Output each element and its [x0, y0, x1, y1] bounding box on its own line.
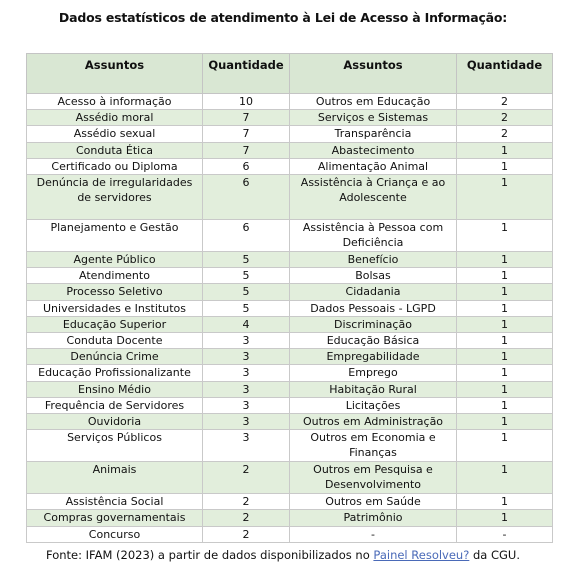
quantity-cell-right: 1 [457, 397, 553, 413]
quantity-cell-left: 5 [203, 252, 290, 268]
quantity-cell-right: 1 [457, 333, 553, 349]
header-assuntos-1: Assuntos [27, 54, 203, 94]
subject-cell-left: Conduta Ética [27, 142, 203, 158]
quantity-cell-right: 1 [457, 510, 553, 526]
subject-cell-left: Frequência de Servidores [27, 397, 203, 413]
subject-cell-left: Planejamento e Gestão [27, 220, 203, 252]
quantity-cell-left: 3 [203, 333, 290, 349]
subject-cell-right: Outros em Pesquisa e Desenvolvimento [290, 462, 457, 494]
quantity-cell-left: 3 [203, 430, 290, 462]
subject-cell-right: Serviços e Sistemas [290, 110, 457, 126]
subject-cell-right: Outros em Economia e Finanças [290, 430, 457, 462]
subject-cell-right: Dados Pessoais - LGPD [290, 300, 457, 316]
subject-cell-right: Abastecimento [290, 142, 457, 158]
subject-cell-left: Ouvidoria [27, 414, 203, 430]
table-row [27, 300, 553, 316]
subject-cell-left: Serviços Públicos [27, 430, 203, 462]
subject-cell-left: Atendimento [27, 268, 203, 284]
quantity-cell-right: 1 [457, 220, 553, 252]
quantity-cell-left: 2 [203, 510, 290, 526]
table-row [27, 365, 553, 381]
subject-cell-right: Outros em Saúde [290, 494, 457, 510]
quantity-cell-left: 7 [203, 142, 290, 158]
subject-cell-right: Habitação Rural [290, 381, 457, 397]
table-row [27, 381, 553, 397]
quantity-cell-right: 1 [457, 430, 553, 462]
quantity-cell-right: 1 [457, 268, 553, 284]
quantity-cell-right: 1 [457, 175, 553, 220]
quantity-cell-right: 1 [457, 349, 553, 365]
table-row [27, 175, 553, 220]
quantity-cell-left: 2 [203, 494, 290, 510]
subject-cell-left: Acesso à informação [27, 94, 203, 110]
subject-cell-left: Universidades e Institutos [27, 300, 203, 316]
subject-cell-right: Educação Básica [290, 333, 457, 349]
subject-cell-left: Denúncia Crime [27, 349, 203, 365]
quantity-cell-right: 2 [457, 110, 553, 126]
quantity-cell-left: 2 [203, 526, 290, 542]
header-assuntos-2: Assuntos [290, 54, 457, 94]
subject-cell-right: Transparência [290, 126, 457, 142]
subject-cell-right: Outros em Educação [290, 94, 457, 110]
table-row [27, 252, 553, 268]
subject-cell-right: Bolsas [290, 268, 457, 284]
table-row [27, 430, 553, 462]
quantity-cell-right: 1 [457, 494, 553, 510]
table-header-row [27, 54, 553, 94]
subject-cell-right: Cidadania [290, 284, 457, 300]
subject-cell-left: Educação Profissionalizante [27, 365, 203, 381]
quantity-cell-left: 3 [203, 397, 290, 413]
quantity-cell-right: 2 [457, 126, 553, 142]
quantity-cell-left: 4 [203, 316, 290, 332]
quantity-cell-right: 1 [457, 252, 553, 268]
subject-cell-right: - [290, 526, 457, 542]
subject-cell-left: Certificado ou Diploma [27, 158, 203, 174]
subject-cell-left: Assédio moral [27, 110, 203, 126]
quantity-cell-right: 1 [457, 284, 553, 300]
subject-cell-left: Compras governamentais [27, 510, 203, 526]
quantity-cell-right: 1 [457, 365, 553, 381]
quantity-cell-left: 10 [203, 94, 290, 110]
quantity-cell-left: 7 [203, 126, 290, 142]
subject-cell-right: Benefício [290, 252, 457, 268]
table-row [27, 397, 553, 413]
table-row [27, 494, 553, 510]
table-row [27, 268, 553, 284]
table-row [27, 462, 553, 494]
quantity-cell-right: 2 [457, 94, 553, 110]
table-row [27, 126, 553, 142]
header-quantidade-2: Quantidade [457, 54, 553, 94]
subject-cell-left: Assédio sexual [27, 126, 203, 142]
subject-cell-right: Empregabilidade [290, 349, 457, 365]
quantity-cell-right: 1 [457, 414, 553, 430]
subject-cell-left: Assistência Social [27, 494, 203, 510]
quantity-cell-left: 5 [203, 268, 290, 284]
subject-cell-right: Outros em Administração [290, 414, 457, 430]
subject-cell-left: Educação Superior [27, 316, 203, 332]
statistics-table [26, 53, 553, 543]
quantity-cell-left: 6 [203, 158, 290, 174]
footer-suffix: da CGU. [469, 548, 520, 562]
subject-cell-left: Processo Seletivo [27, 284, 203, 300]
header-quantidade-1: Quantidade [203, 54, 290, 94]
quantity-cell-left: 2 [203, 462, 290, 494]
quantity-cell-right: 1 [457, 158, 553, 174]
table-row [27, 414, 553, 430]
quantity-cell-left: 6 [203, 220, 290, 252]
quantity-cell-right: 1 [457, 300, 553, 316]
quantity-cell-left: 7 [203, 110, 290, 126]
table-row [27, 94, 553, 110]
subject-cell-right: Emprego [290, 365, 457, 381]
quantity-cell-left: 3 [203, 414, 290, 430]
table-row [27, 142, 553, 158]
painel-resolveu-link[interactable]: Painel Resolveu? [373, 548, 470, 562]
subject-cell-left: Concurso [27, 526, 203, 542]
table-row [27, 349, 553, 365]
quantity-cell-left: 3 [203, 365, 290, 381]
table-row [27, 510, 553, 526]
table-row [27, 316, 553, 332]
subject-cell-right: Assistência à Pessoa com Deficiência [290, 220, 457, 252]
subject-cell-left: Ensino Médio [27, 381, 203, 397]
subject-cell-left: Denúncia de irregularidades de servidores [27, 175, 203, 220]
quantity-cell-left: 5 [203, 284, 290, 300]
subject-cell-right: Licitações [290, 397, 457, 413]
quantity-cell-right: 1 [457, 462, 553, 494]
subject-cell-left: Animais [27, 462, 203, 494]
quantity-cell-right: 1 [457, 142, 553, 158]
subject-cell-right: Discriminação [290, 316, 457, 332]
table-row [27, 333, 553, 349]
table-row [27, 110, 553, 126]
quantity-cell-left: 5 [203, 300, 290, 316]
quantity-cell-right: - [457, 526, 553, 542]
quantity-cell-left: 3 [203, 381, 290, 397]
table-row [27, 220, 553, 252]
document-title: Dados estatísticos de atendimento à Lei de Acesso à Informação: [58, 10, 508, 25]
subject-cell-right: Alimentação Animal [290, 158, 457, 174]
footer-prefix: Fonte: IFAM (2023) a partir de dados disponibilizados no [46, 548, 374, 562]
subject-cell-right: Assistência à Criança e ao Adolescente [290, 175, 457, 220]
subject-cell-left: Agente Público [27, 252, 203, 268]
quantity-cell-left: 6 [203, 175, 290, 220]
quantity-cell-right: 1 [457, 381, 553, 397]
quantity-cell-right: 1 [457, 316, 553, 332]
subject-cell-right: Patrimônio [290, 510, 457, 526]
source-footer [0, 548, 566, 562]
table-row [27, 284, 553, 300]
table-row [27, 526, 553, 542]
table-row [27, 158, 553, 174]
subject-cell-left: Conduta Docente [27, 333, 203, 349]
quantity-cell-left: 3 [203, 349, 290, 365]
